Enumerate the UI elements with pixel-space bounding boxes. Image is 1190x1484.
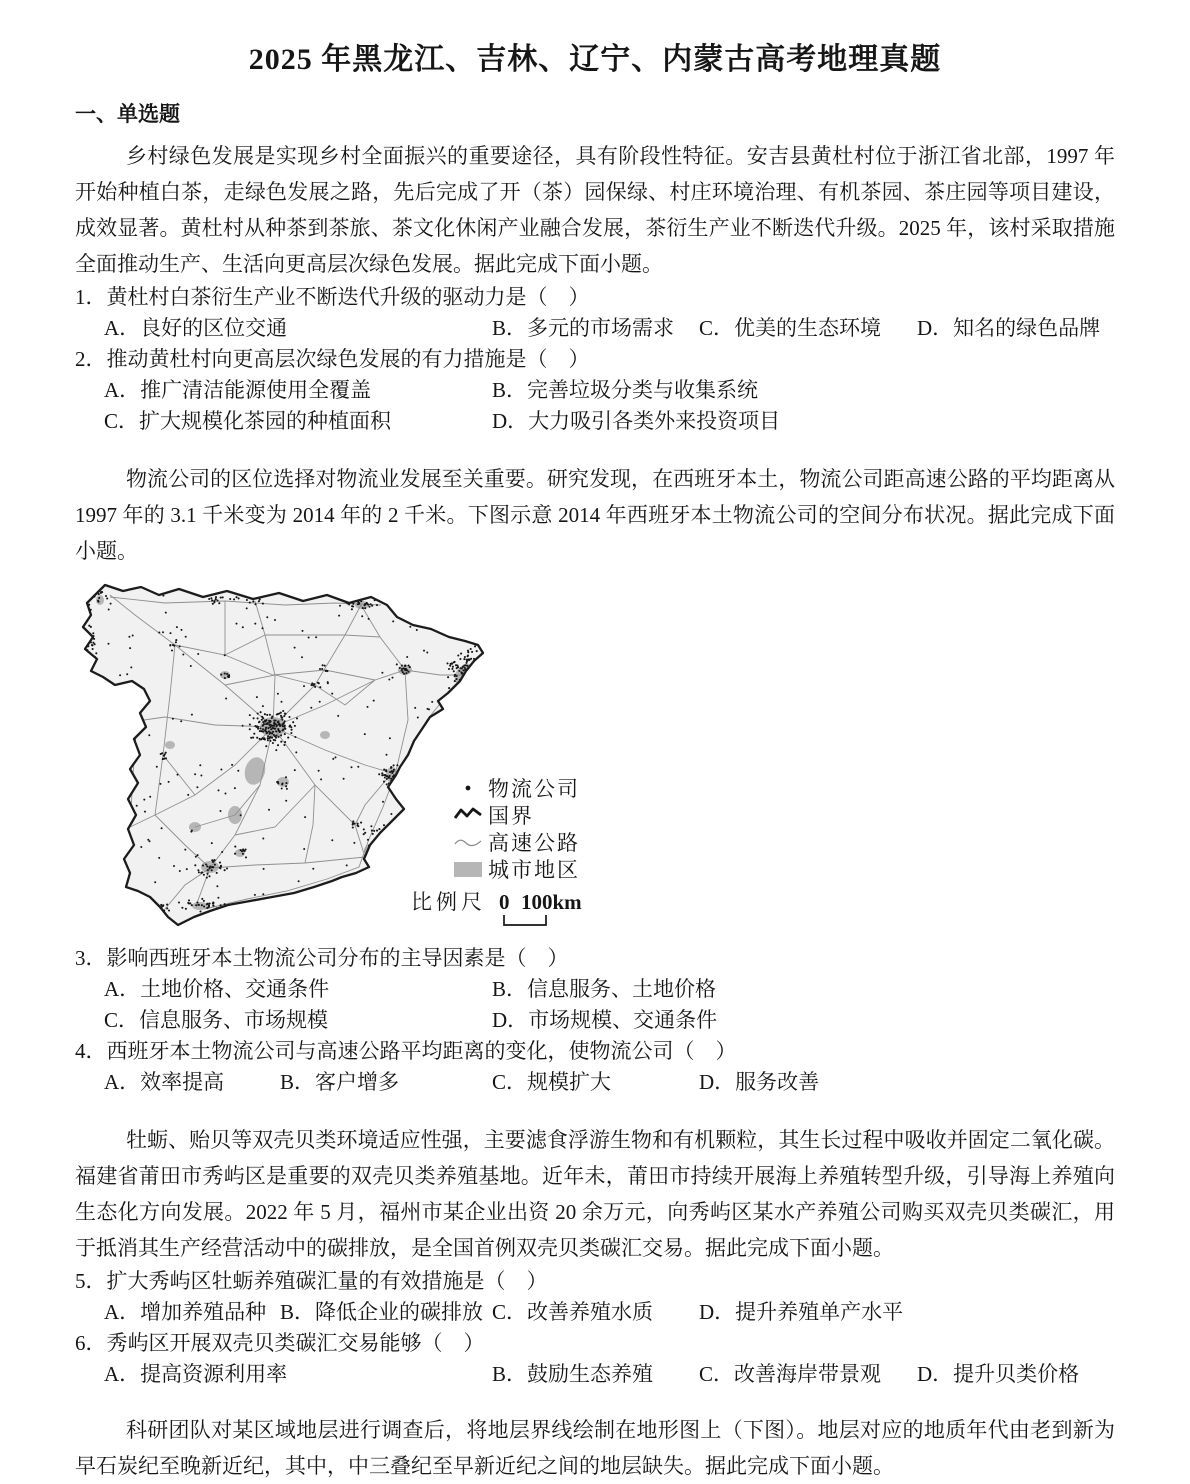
scale-end-label: 100km: [521, 890, 582, 914]
option-1-c: C．优美的生态环境: [699, 316, 882, 340]
question-3-options-row-2: [75, 1005, 1115, 1036]
option-2-c: C．扩大规模化茶园的种植面积: [104, 409, 392, 433]
option-6-d: D．提升贝类价格: [917, 1362, 1080, 1386]
option-2-a: A．推广清洁能源使用全覆盖: [104, 378, 372, 402]
spain-landmass: [83, 585, 483, 925]
question-3-options-row-1: [75, 974, 1115, 1005]
option-6-c: C．改善海岸带景观: [699, 1362, 882, 1386]
option-5-b: B．降低企业的碳排放: [280, 1300, 484, 1324]
intro-paragraph-tea-village: 乡村绿色发展是实现乡村全面振兴的重要途径，具有阶段性特征。安吉县黄杜村位于浙江省北部，1997 年开始种植白茶，走绿色发展之路，先后完成了开（茶）园保绿、村庄环境治理、有机茶园、茶庄园等项目建设，成效显著。黄杜村从种茶到茶旅、茶文化休闲产业融合发展，茶衍生产业不断迭代升级。2025 年，该村采取措施全面推动生产、生活向更高层次绿色发展。据此完成下面小题。: [75, 144, 1115, 276]
question-5-options: [75, 1297, 1115, 1328]
question-6-stem: 6．秀屿区开展双壳贝类碳汇交易能够（ ）: [75, 1331, 485, 1355]
option-3-c: C．信息服务、市场规模: [104, 1008, 329, 1032]
scale-zero-label: 0: [499, 890, 510, 914]
option-5-d: D．提升养殖单产水平: [699, 1300, 904, 1324]
scale-label: 比例尺: [411, 890, 486, 914]
question-2-options-row-2: [75, 406, 1115, 437]
option-1-d: D．知名的绿色品牌: [917, 316, 1101, 340]
option-2-d: D．大力吸引各类外来投资项目: [492, 409, 781, 433]
option-6-b: B．鼓励生态养殖: [492, 1362, 654, 1386]
option-4-c: C．规模扩大: [492, 1070, 612, 1094]
option-5-a: A．增加养殖品种: [104, 1300, 267, 1324]
option-3-b: B．信息服务、土地价格: [492, 977, 717, 1001]
question-4: [75, 1036, 1115, 1098]
logistics-dot-icon: [466, 786, 471, 791]
question-6: [75, 1328, 1115, 1390]
question-3: [75, 943, 1115, 1036]
question-1-options: [75, 313, 1115, 344]
scale-bar: [504, 915, 546, 925]
legend-label-border: 国界: [488, 804, 534, 828]
exam-title: 2025 年黑龙江、吉林、辽宁、内蒙古高考地理真题: [248, 43, 942, 76]
option-2-b: B．完善垃圾分类与收集系统: [492, 378, 759, 402]
option-3-d: D．市场规模、交通条件: [492, 1008, 718, 1032]
spain-map-figure: [75, 575, 625, 935]
question-5: [75, 1266, 1115, 1328]
question-6-options: [75, 1359, 1115, 1390]
question-1-stem: 1．黄杜村白茶衍生产业不断迭代升级的驱动力是（ ）: [75, 285, 590, 309]
option-5-c: C．改善养殖水质: [492, 1300, 654, 1324]
option-1-a: A．良好的区位交通: [104, 316, 288, 340]
question-4-stem: 4．西班牙本土物流公司与高速公路平均距离的变化，使物流公司（ ）: [75, 1039, 737, 1063]
legend-label-logistics: 物流公司: [488, 777, 580, 801]
question-3-stem: 3．影响西班牙本土物流公司分布的主导因素是（ ）: [75, 946, 569, 970]
option-1-b: B．多元的市场需求: [492, 316, 675, 340]
national-border-line-icon: [455, 809, 481, 818]
urban-area-swatch-icon: [454, 862, 482, 877]
option-6-a: A．提高资源利用率: [104, 1362, 288, 1386]
intro-paragraph-shellfish: 牡蛎、贻贝等双壳贝类环境适应性强，主要滤食浮游生物和有机颗粒，其生长过程中吸收并固定二氧化碳。福建省莆田市秀屿区是重要的双壳贝类养殖基地。近年未，莆田市持续开展海上养殖转型升级，引导海上养殖向生态化方向发展。2022 年 5 月，福州市某企业出资 20 余万元，向秀屿区某水产养殖公司购买双壳贝类碳汇，用于抵消其生产经营活动中的碳排放，是全国首例双壳贝类碳汇交易。据此完成下面小题。: [75, 1128, 1115, 1260]
spain-logistics-map: [75, 575, 625, 935]
option-3-a: A．土地价格、交通条件: [104, 977, 330, 1001]
map-legend: [411, 777, 582, 925]
legend-label-urban: 城市地区: [488, 858, 580, 882]
highway-line-icon: [455, 840, 481, 845]
question-1: [75, 282, 1115, 344]
section-heading: 一、单选题: [75, 102, 180, 126]
question-4-options: [75, 1067, 1115, 1098]
option-4-d: D．服务改善: [699, 1070, 820, 1094]
legend-label-highway: 高速公路: [488, 831, 580, 855]
question-2: [75, 344, 1115, 437]
option-4-b: B．客户增多: [280, 1070, 400, 1094]
intro-paragraph-strata: 科研团队对某区域地层进行调查后，将地层界线绘制在地形图上（下图）。地层对应的地质年代由老到新为早石炭纪至晚新近纪，其中，中三叠纪至早新近纪之间的地层缺失。据此完成下面小题。: [75, 1418, 1115, 1478]
intro-paragraph-logistics: 物流公司的区位选择对物流业发展至关重要。研究发现，在西班牙本土，物流公司距高速公路的平均距离从 1997 年的 3.1 千米变为 2014 年的 2 千米。下图示意 2014 年西班牙本土物流公司的空间分布状况。据此完成下面小题。: [75, 467, 1115, 563]
question-2-stem: 2．推动黄杜村向更高层次绿色发展的有力措施是（ ）: [75, 347, 590, 371]
question-5-stem: 5．扩大秀屿区牡蛎养殖碳汇量的有效措施是（ ）: [75, 1269, 548, 1293]
question-2-options-row-1: [75, 375, 1115, 406]
option-4-a: A．效率提高: [104, 1070, 225, 1094]
